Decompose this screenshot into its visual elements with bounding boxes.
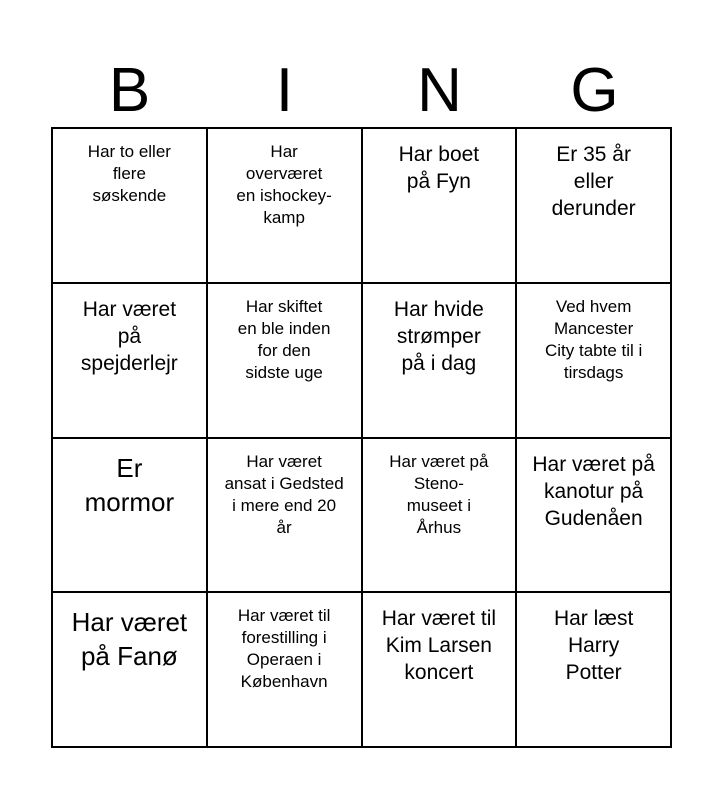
cell-text: Har skiftet en ble inden for den sidste uge [237,296,331,382]
cell-text: Har været på Fanø [71,607,188,672]
bingo-cell-r1c1[interactable] [53,129,208,284]
header-letter-g: G [570,56,619,125]
cell-text: Har læst Harry Potter [553,607,634,685]
bingo-cell-r3c1[interactable] [53,439,208,594]
bingo-cell-r4c2[interactable] [208,593,363,748]
header-letter-b: B [108,56,151,125]
cell-text: Ved hvem Mancester City tabte til i tirsdags [544,296,643,382]
bingo-cell-r2c2[interactable] [208,284,363,439]
cell-text: Har været til Kim Larsen koncert [381,607,497,685]
cell-text: Har været på kanotur på Gudenåen [532,452,655,530]
bingo-cell-r4c3[interactable] [363,593,518,748]
bingo-header [52,54,672,128]
bingo-grid [51,127,672,748]
cell-text: Har været til forestilling i Operaen i København [237,606,331,692]
bingo-cell-r1c2[interactable] [208,129,363,284]
bingo-cell-r4c4[interactable] [517,593,672,748]
bingo-cell-r2c3[interactable] [363,284,518,439]
cell-text: Har været på spejderlejr [80,297,178,375]
bingo-cell-r4c1[interactable] [53,593,208,748]
bingo-cell-r1c4[interactable] [517,129,672,284]
header-letter-n: N [417,56,462,125]
header-letter-i: I [275,56,294,125]
bingo-cell-r2c4[interactable] [517,284,672,439]
bingo-cell-r3c4[interactable] [517,439,672,594]
cell-text: Er mormor [84,452,175,517]
bingo-cell-r2c1[interactable] [53,284,208,439]
bingo-cell-r3c3[interactable] [363,439,518,594]
cell-text: Har overværet en ishockey- kamp [236,142,332,227]
cell-text: Har boet på Fyn [398,143,480,193]
cell-text: Er 35 år eller derunder [551,143,636,220]
cell-text: Har to eller flere søskende [87,142,171,205]
cell-text: Har hvide strømper på i dag [393,297,484,375]
bingo-cell-r1c3[interactable] [363,129,518,284]
cell-text: Har været ansat i Gedsted i mere end 20 år [224,451,344,537]
cell-text: Har været på Steno- museet i Århus [389,451,489,537]
bingo-cell-r3c2[interactable] [208,439,363,594]
